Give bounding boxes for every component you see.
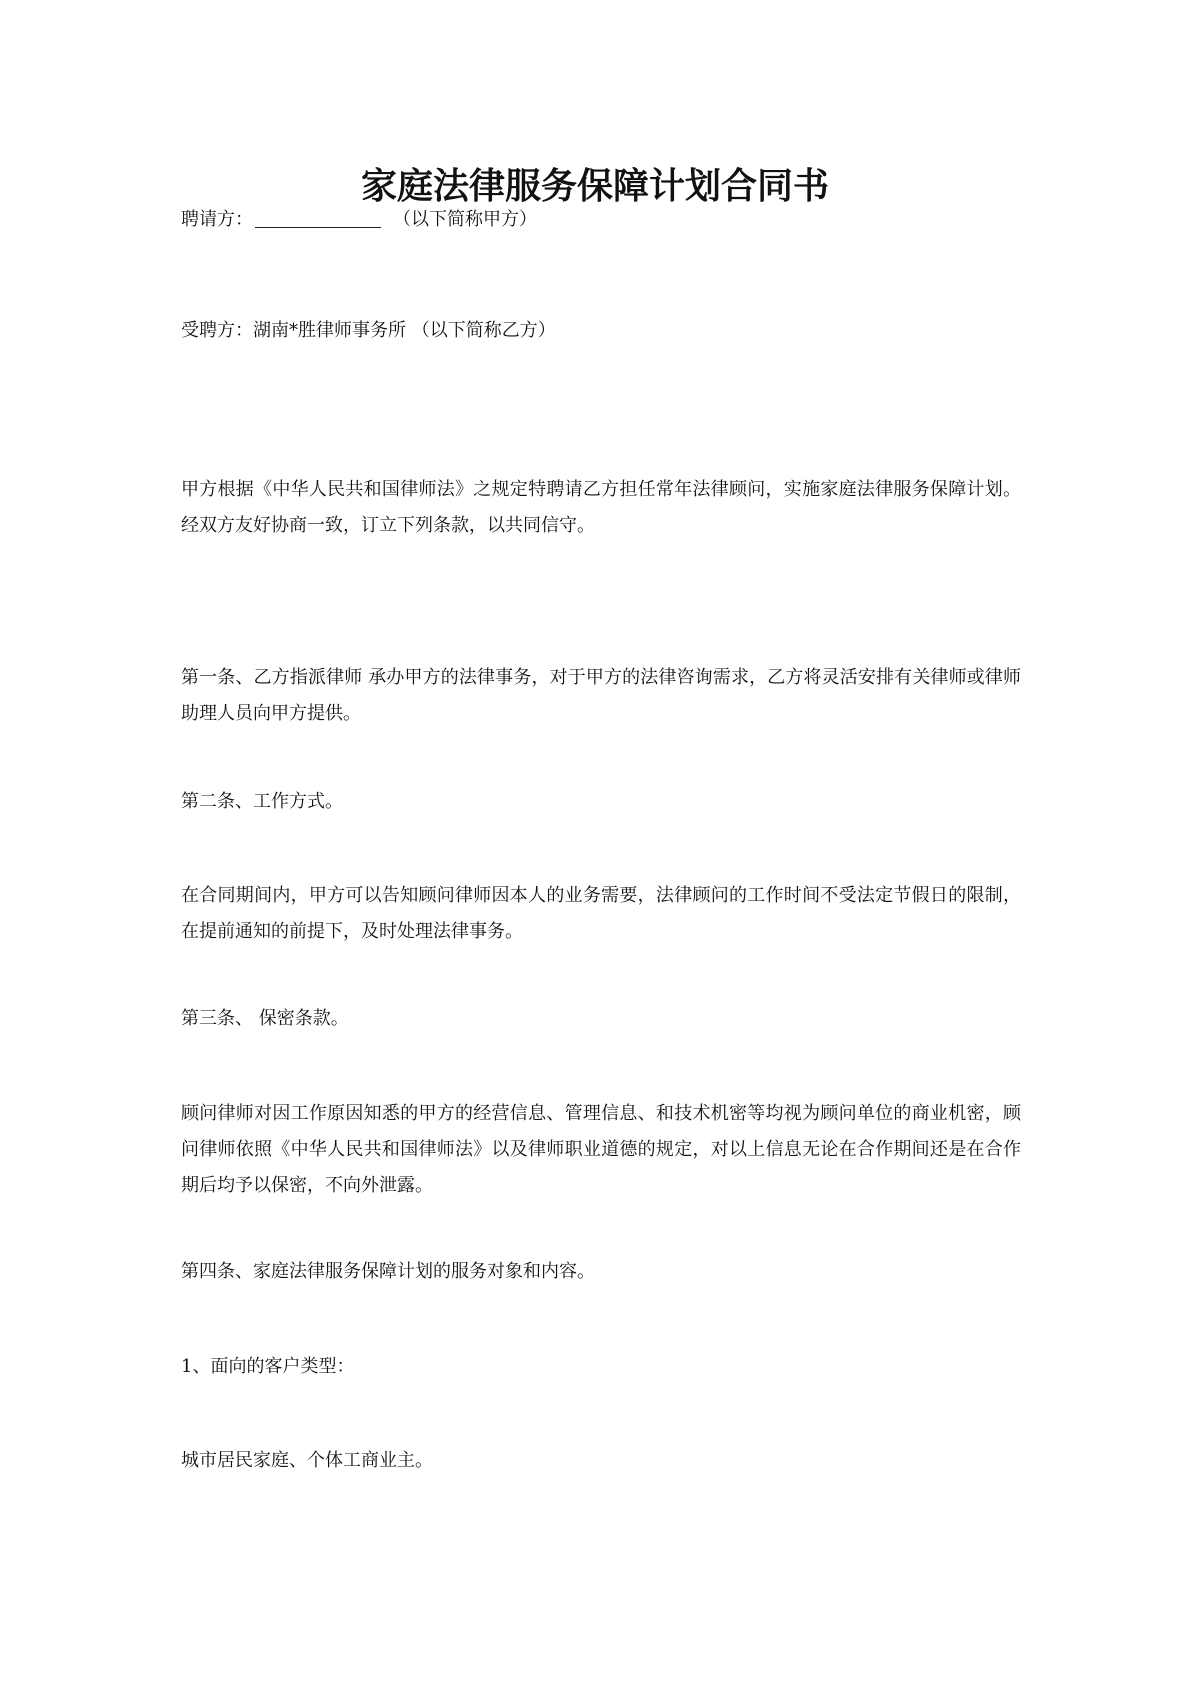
article-1-paragraph: 第一条、乙方指派律师 承办甲方的法律事务，对于甲方的法律咨询需求，乙方将灵活安排有关律师或律师助理人员向甲方提供。 <box>181 667 1021 724</box>
article-2-body: 在合同期间内，甲方可以告知顾问律师因本人的业务需要，法律顾问的工作时间不受法定节假日的限制，在提前通知的前提下，及时处理法律事务。 <box>181 885 1021 942</box>
party-a-line <box>181 208 537 232</box>
article-2-heading: 第二条、工作方式。 <box>181 791 343 812</box>
article-4-heading: 第四条、家庭法律服务保障计划的服务对象和内容。 <box>181 1261 595 1282</box>
party-a-label: 聘请方： <box>181 209 253 230</box>
article-3-heading: 第三条、 保密条款。 <box>181 1008 349 1029</box>
party-b-line: 受聘方：湖南*胜律师事务所 （以下简称乙方） <box>181 320 556 341</box>
article-3-body: 顾问律师对因工作原因知悉的甲方的经营信息、管理信息、和技术机密等均视为顾问单位的商业机密，顾问律师依照《中华人民共和国律师法》以及律师职业道德的规定，对以上信息无论在合作期间还是在合作期后均予以保密，不向外泄露。 <box>181 1103 1021 1196</box>
document-title: 家庭法律服务保障计划合同书 <box>360 165 829 207</box>
clause-1-heading: 1、面向的客户类型： <box>181 1356 355 1377</box>
preamble-paragraph: 甲方根据《中华人民共和国律师法》之规定特聘请乙方担任常年法律顾问，实施家庭法律服务保障计划。经双方友好协商一致，订立下列条款，以共同信守。 <box>181 479 1021 536</box>
party-a-blank-field[interactable] <box>255 209 381 228</box>
clause-1-body: 城市居民家庭、个体工商业主。 <box>181 1450 433 1471</box>
party-a-note: （以下简称甲方） <box>393 209 537 230</box>
